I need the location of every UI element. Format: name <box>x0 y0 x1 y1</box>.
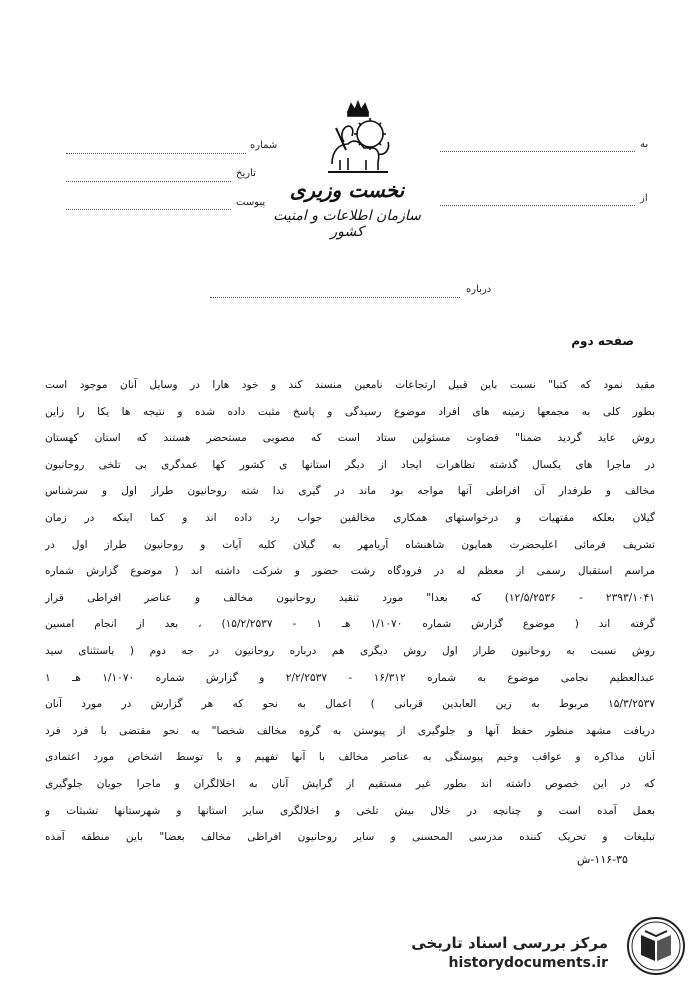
to-label: به <box>640 139 649 150</box>
lion-and-sun-emblem-icon <box>318 98 398 180</box>
body-line: مراسم استقبال رسمی از معظم له در فرودگاه رشت حضور و شرکت داشته اند ( موضوع گزارش شماره <box>45 565 655 578</box>
subject-label: درباره <box>466 284 492 295</box>
body-line: ۱۵/۳/۲۵۳۷ مربوط به زین العابدین قربانی ) اعمال به نحو که هر گزارش در مورد آنان <box>45 698 655 711</box>
body-line: در ماجرا های یکسال گذشته تظاهرات ایجاد از دیگر استانها ی کشور کها عمدگری بی تلخی روحانیون <box>45 458 655 471</box>
to-field-line <box>440 150 635 152</box>
body-line: گیلان بعلکه مقتهیات و درخواستهای همکاری مخالفین جواب رد داده اند و کما اینکه در زمان <box>45 511 655 524</box>
body-line: آنان مذاکره و عواقب وخیم پیوستگی به عناصر مخالف با آنها تفهیم و با توسط اشخاص مورد اعتمادی <box>45 751 655 764</box>
body-line: دریافت مشهد منظور حفظ آنها و جلوگیری از پیوستن به گروه مخالف شخصا" به نحو مقتضی با فرد فرد <box>45 724 655 737</box>
number-field-line <box>66 152 246 154</box>
body-line: بعمل آمده است و چنانچه در خلال بیش تلخی و اخلالگری سایر استانها و شهرستانها تشبثات و <box>45 804 655 817</box>
archive-logo-icon <box>625 915 687 977</box>
body-line: تشریف فرمائی اعلیحضرت همایون شاهنشاه آریامهر به گیلان کلیه آیات و روحانیون طراز اول در <box>45 538 655 551</box>
body-line: بطور کلی به مجمعها زمینه های افراد موضوع رسیدگی و پاسخ مثبت داده شده و نتیجه ها یکا را زاین <box>45 405 655 418</box>
body-line: روش عاید گردید ضمنا" قضاوت مسئولین ستاد است که مصوبی مستحضر هستند که استان کهستان <box>45 432 655 445</box>
body-line: که در این خصوص داشته اند بطور غیر مستقیم از گرایش آنان به اخلالگران و ماجرا جویان جلوگیری <box>45 777 655 790</box>
body-line: گرفته اند ( موضوع گزارش شماره ۱/۱۰۷۰ هـ ۱ - ۱۵/۲/۲۵۳۷) ، بعد از انجام امسین <box>45 618 655 631</box>
attachment-label: پیوست <box>236 197 266 208</box>
letter-body <box>45 372 655 851</box>
body-line: روش نسبت به روحانیون طراز اول روش دیگری هم درباره روحانیون در جه دوم ( باستثنای سید <box>45 644 655 657</box>
body-line: مخالف و طرفدار آن افراطی آنها مواجه بود ماند در گیری ندا شته روحانیون طراز اول و سرشناس <box>45 485 655 498</box>
subject-field-line <box>210 296 460 298</box>
from-label: از <box>640 193 648 204</box>
watermark-url: historydocuments.ir <box>448 955 608 971</box>
page-code: ۱۱۶-۳۵-ش <box>577 853 628 866</box>
date-field-line <box>66 180 231 182</box>
attachment-field-line <box>66 208 231 210</box>
date-label: تاریخ <box>236 168 256 179</box>
from-field-line <box>440 204 635 206</box>
body-line: ۲۳۹۳/۱۰۴۱ - ۱۲/۵/۲۵۳۶) که بعدا" مورد تنقید روحانیون مخالف و عناصر افراطی قرار <box>45 591 655 604</box>
body-line: عبدالعظیم نجامی موضوع به شماره ۱۶/۳۱۲ - ۲/۲/۲۵۳۷ و گزارش شماره ۱/۱۰۷۰ هـ ۱ <box>45 671 655 684</box>
number-label: شماره <box>250 140 278 151</box>
body-line: تبلیغات و تحریک کننده مدرسی المحسنی و سایر روحانیون افراطی مخالف بعضا" باین منطقه آمده <box>45 831 655 844</box>
section-title: صفحه دوم <box>571 334 634 348</box>
ministry-title: نخست وزیری <box>289 178 405 202</box>
body-line: مقید نمود که کتبا" نسبت باین قبیل ارتجاعات نامعین منسند کند و خود هارا در وسایل آنان موجود است <box>45 379 655 391</box>
agency-title: سازمان اطلاعات و امنیت کشور <box>273 208 421 240</box>
watermark-name: مرکز بررسی اسناد تاریخی <box>411 934 608 952</box>
